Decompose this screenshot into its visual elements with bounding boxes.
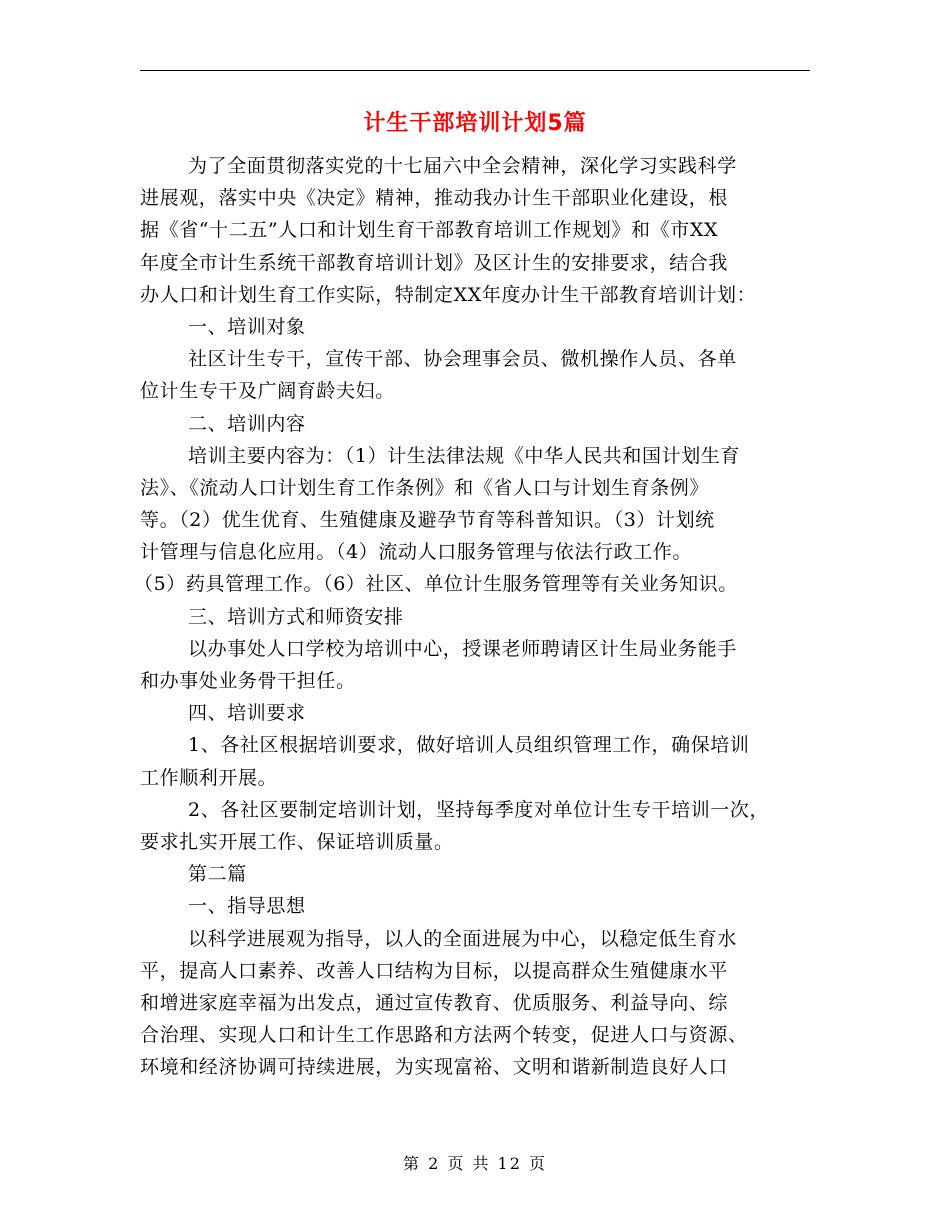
body-line: 一、指导思想 xyxy=(188,895,306,918)
document-body xyxy=(134,150,812,1083)
body-line: 年度全市计生系统干部教育培训计划》及区计生的安排要求，结合我 xyxy=(140,251,729,274)
body-line: 办人口和计划生育工作实际，特制定XX年度办计生干部教育培训计划： xyxy=(140,283,757,306)
body-line: 和办事处业务骨干担任。 xyxy=(140,670,356,692)
body-line: 合治理、实现人口和计生工作思路和方法两个转变，促进人口与资源、 xyxy=(140,1024,748,1047)
body-line: 和增进家庭幸福为出发点，通过宣传教育、优质服务、利益导向、综 xyxy=(140,991,729,1014)
body-line: 以科学进展观为指导，以人的全面进展为中心，以稳定低生育水 xyxy=(188,927,737,950)
body-line: 平，提高人口素养、改善人口结构为目标，以提高群众生殖健康水平 xyxy=(140,959,729,982)
body-line: 2、各社区要制定培训计划，坚持每季度对单位计生专干培训一次， xyxy=(188,798,770,821)
body-line: 据《省“十二五”人口和计划生育干部教育培训工作规划》和《市XX xyxy=(140,219,719,242)
page-number: 第 2 页 共 12 页 xyxy=(403,1154,547,1173)
header-rule xyxy=(140,70,810,71)
body-line: 计管理与信息化应用。（4）流动人口服务管理与依法行政工作。 xyxy=(140,541,692,564)
body-line: 要求扎实开展工作、保证培训质量。 xyxy=(140,830,454,853)
document-title: 计生干部培训计划5篇 xyxy=(363,111,587,136)
body-line: 等。（2）优生优育、生殖健康及避孕节育等科普知识。（3）计划统 xyxy=(140,509,715,532)
body-line: 进展观，落实中央《决定》精神，推动我办计生干部职业化建设，根 xyxy=(140,187,729,210)
body-line: 为了全面贯彻落实党的十七届六中全会精神，深化学习实践科学 xyxy=(188,155,737,177)
body-line: （5）药具管理工作。（6）社区、单位计生服务管理等有关业务知识。 xyxy=(134,573,738,596)
body-line: 培训主要内容为：（1）计生法律法规《中华人民共和国计划生育 xyxy=(188,444,740,467)
body-line: 法》、《流动人口计划生育工作条例》和《省人口与计划生育条例》 xyxy=(140,476,710,499)
body-line: 以办事处人口学校为培训中心，授课老师聘请区计生局业务能手 xyxy=(188,637,737,660)
body-line: 三、培训方式和师资安排 xyxy=(188,605,404,628)
body-line: 社区计生专干，宣传干部、协会理事会员、微机操作人员、各单 xyxy=(188,348,737,371)
body-line: 位计生专干及广阔育龄夫妇。 xyxy=(140,380,395,403)
body-line: 环境和经济协调可持续进展，为实现富裕、文明和谐新制造良好人口 xyxy=(140,1056,729,1079)
body-line: 四、培训要求 xyxy=(188,702,306,725)
body-line: 二、培训内容 xyxy=(188,412,306,435)
body-line: 1、各社区根据培训要求，做好培训人员组织管理工作，确保培训 xyxy=(188,734,750,757)
body-line: 工作顺利开展。 xyxy=(140,766,278,789)
body-line: 第二篇 xyxy=(188,863,247,886)
body-line: 一、培训对象 xyxy=(188,315,306,338)
